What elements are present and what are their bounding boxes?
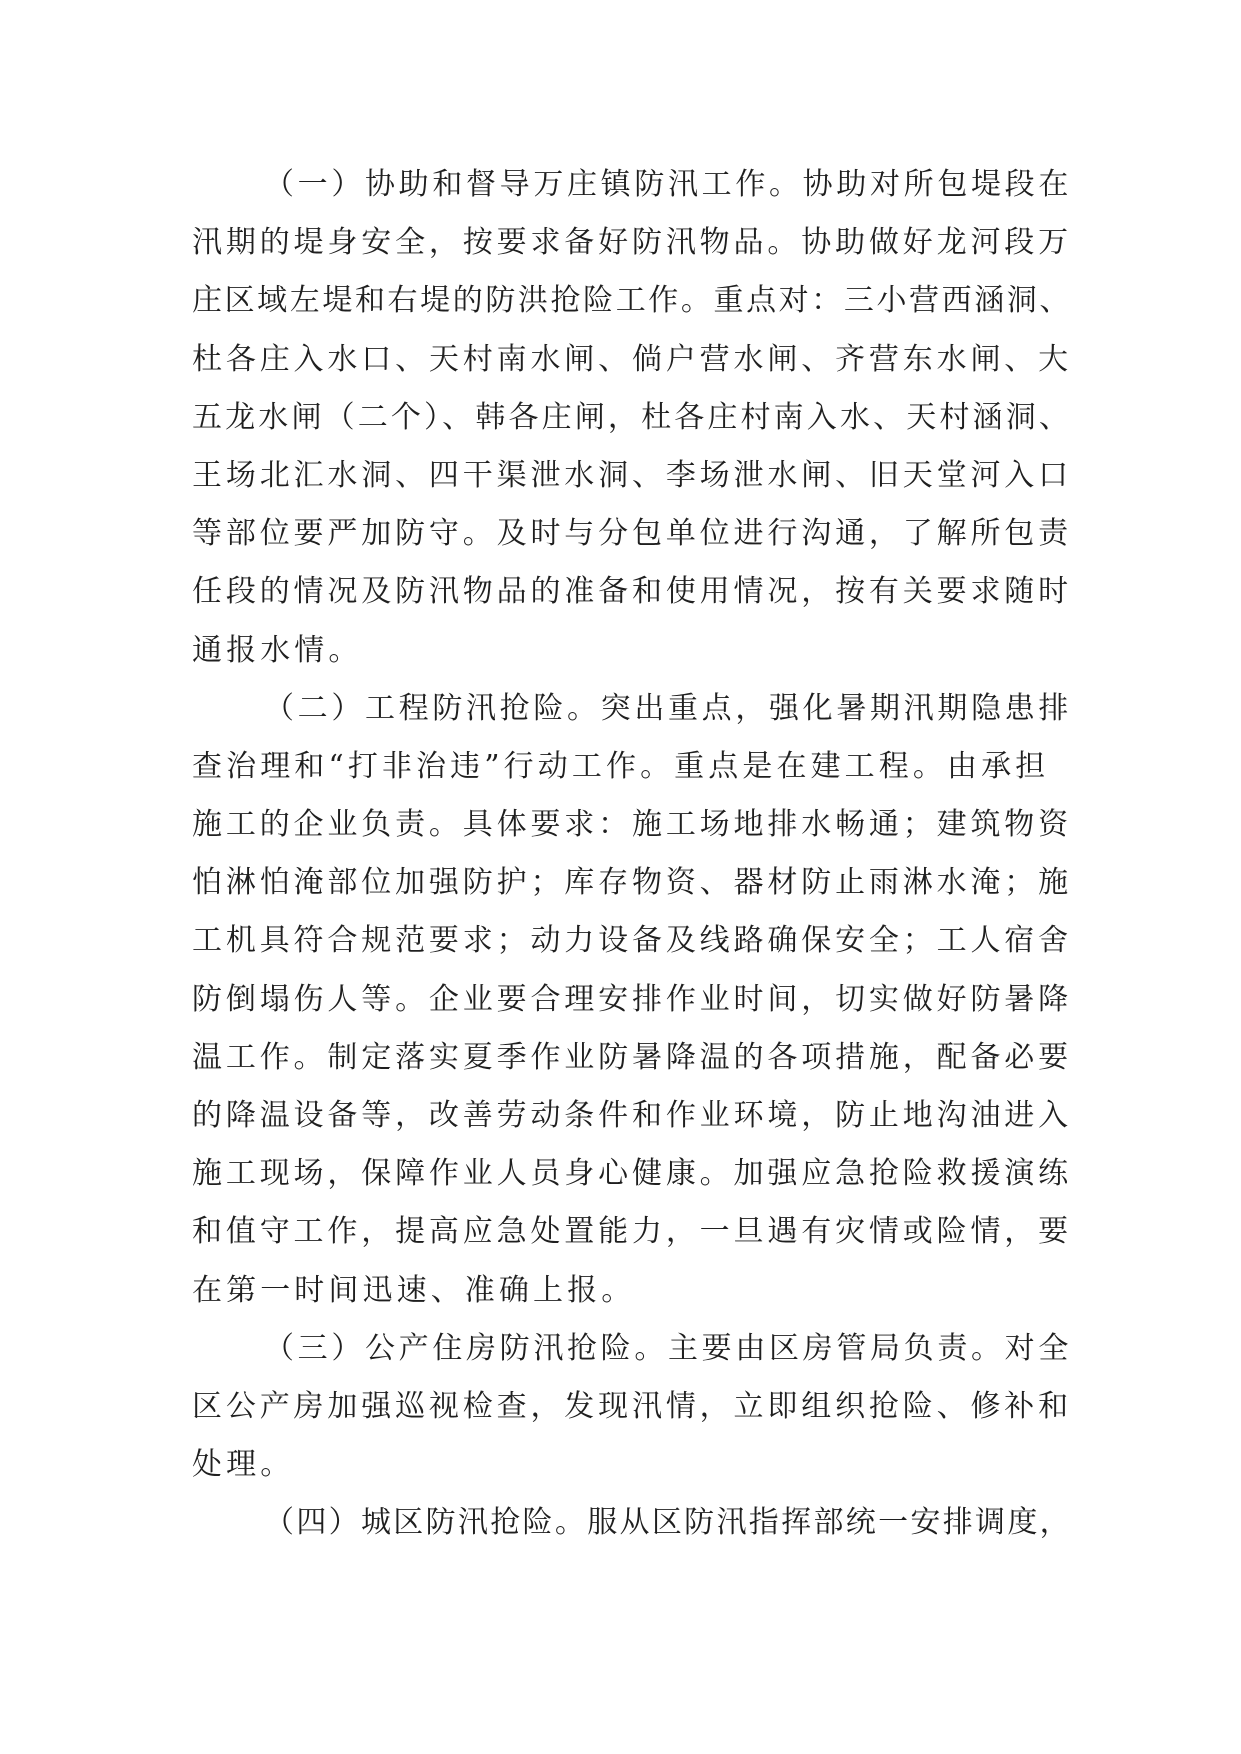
text-line: 汛期的堤身安全，按要求备好防汛物品。协助做好龙河段万 bbox=[192, 225, 1072, 261]
text-line: （二）工程防汛抢险。突出重点，强化暑期汛期隐患排 bbox=[264, 690, 1072, 726]
text-line: 杜各庄入水口、天村南水闸、倘户营水闸、齐营东水闸、大 bbox=[192, 341, 1072, 377]
text-line: 五龙水闸（二个）、韩各庄闸，杜各庄村南入水、天村涵洞、 bbox=[192, 399, 1072, 435]
text-line: 王场北汇水洞、四干渠泄水洞、李场泄水闸、旧天堂河入口 bbox=[192, 457, 1072, 493]
text-line: 区公产房加强巡视检查，发现汛情，立即组织抢险、修补和 bbox=[192, 1388, 1072, 1424]
paragraph-3 bbox=[192, 1320, 1072, 1495]
text-line: 处理。 bbox=[192, 1447, 295, 1483]
text-line: 温工作。制定落实夏季作业防暑降温的各项措施，配备必要 bbox=[192, 1039, 1072, 1075]
paragraph-2 bbox=[192, 680, 1072, 1320]
text-line: 施工的企业负责。具体要求：施工场地排水畅通；建筑物资 bbox=[192, 807, 1072, 843]
text-line: 庄区域左堤和右堤的防洪抢险工作。重点对：三小营西涵洞、 bbox=[192, 283, 1072, 319]
text-line: 的降温设备等，改善劳动条件和作业环境，防止地沟油进入 bbox=[192, 1098, 1072, 1133]
text-line: （一）协助和督导万庄镇防汛工作。协助对所包堤段在 bbox=[264, 167, 1072, 202]
text-line: 施工现场，保障作业人员身心健康。加强应急抢险救援演练 bbox=[192, 1156, 1072, 1192]
text-line: 任段的情况及防汛物品的准备和使用情况，按有关要求随时 bbox=[192, 574, 1072, 610]
text-line: （三）公产住房防汛抢险。主要由区房管局负责。对全 bbox=[264, 1330, 1072, 1366]
text-line: 防倒塌伤人等。企业要合理安排作业时间，切实做好防暑降 bbox=[192, 981, 1072, 1017]
text-line: 工机具符合规范要求；动力设备及线路确保安全；工人宿舍 bbox=[192, 923, 1072, 959]
text-line: 通报水情。 bbox=[192, 632, 363, 668]
paragraph-4 bbox=[192, 1494, 1072, 1552]
text-line: 怕淋怕淹部位加强防护；库存物资、器材防止雨淋水淹；施 bbox=[192, 865, 1072, 901]
text-line: 查治理和“打非治违”行动工作。重点是在建工程。由承担 bbox=[192, 748, 1050, 784]
text-line: 等部位要严加防守。及时与分包单位进行沟通，了解所包责 bbox=[192, 516, 1072, 552]
paragraph-1 bbox=[192, 156, 1072, 680]
text-line: 和值守工作，提高应急处置能力，一旦遇有灾情或险情，要 bbox=[192, 1214, 1072, 1250]
text-line: （四）城区防汛抢险。服从区防汛指挥部统一安排调度， bbox=[264, 1505, 1072, 1541]
text-line: 在第一时间迅速、准确上报。 bbox=[192, 1272, 636, 1308]
document-body bbox=[192, 156, 1072, 1553]
